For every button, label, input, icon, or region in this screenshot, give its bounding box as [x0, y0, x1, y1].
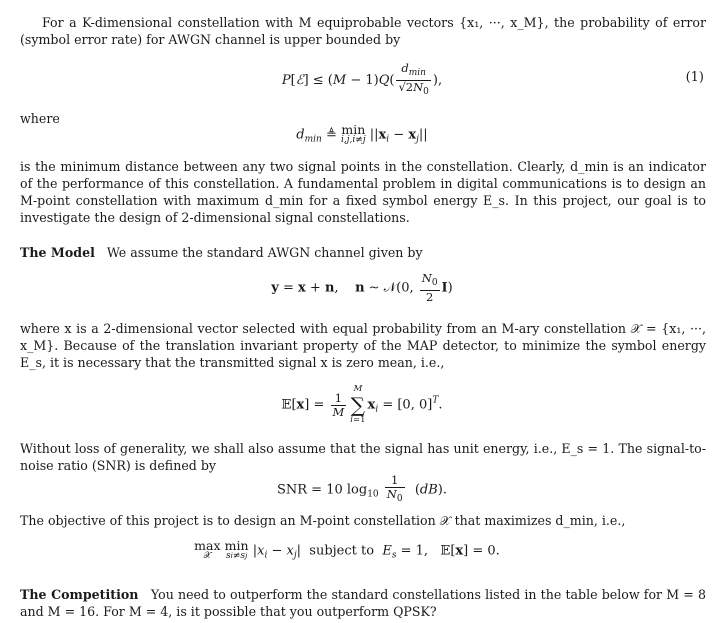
unit-energy-paragraph: Without loss of generality, we shall also assume that the signal has unit energy, i.e., E_s = 1. The signal-to-noise ratio (SNR) is defined by [20, 441, 706, 473]
intro-paragraph-text: For a K-dimensional constellation with M equiprobable vectors {x₁, ···, x_M}, the probability of error (symbol error rate) for AWGN channel is upper bounded by [20, 15, 706, 47]
competition-paragraph [20, 586, 706, 620]
dmin-definition-equation: $d_{min}$ ≜ min i,j,i≠j $||x_i - x_j||$ [296, 122, 428, 145]
competition-text: You need to outperform the standard constellations listed in the table below for M = 8 and M = 16. For M = 4, is it possible that you outperform QPSK? [20, 587, 706, 619]
model-paragraph [20, 244, 706, 261]
optimization-equation: max 𝒳 min si≠sj $|x_i - x_j|$ subject to $E_s = 1$, 𝔼[x] = 0. [194, 538, 500, 561]
dmin-paragraph: is the minimum distance between any two signal points in the constellation. Clearly, d_min is an indicator of the performance of this constellation. A fundamental problem in digital communications is to design an M-point constellation with maximum d_min for a fixed symbol energy E_s. In this project, our goal is to investigate the design of 2-dimensional signal constellations. [20, 159, 706, 225]
model-text: We assume the standard AWGN channel given by [106, 245, 423, 260]
model-heading: The Model [20, 245, 95, 260]
constellation-paragraph: where x is a 2-dimensional vector selected with equal probability from an M-ary constellation 𝒳 = {x₁, ···, x_M}. Because of the translation invariant property of the MAP detector, to minimize the symbol energy E_s, it is necessary that the transmitted signal x is zero mean, i.e., [20, 321, 706, 370]
snr-equation: SNR = 10 $\log_{10}$ $\frac{1}{N_0}$ (dB). [276, 473, 448, 504]
competition-heading: The Competition [20, 587, 139, 602]
intro-paragraph [20, 14, 706, 48]
objective-paragraph: The objective of this project is to design an M-point constellation 𝒳 that maximizes d_min, i.e., [20, 513, 626, 528]
where-label: where [20, 111, 60, 126]
zero-mean-equation: 𝔼[x] = $\frac{1}{M}$ M ∑ i=1 $x_i = [0$, 0]$^T$. [281, 384, 443, 425]
channel-equation: y = x + n, n ∼ 𝒩(0, $\frac{N_0}{2}$ I) [271, 271, 453, 304]
equation-number: (1) [685, 70, 704, 85]
error-bound-equation: P[ℰ] ≤ (M − 1)Q( $\frac{d_{min}}{√2N_0}$ ), [281, 61, 443, 97]
